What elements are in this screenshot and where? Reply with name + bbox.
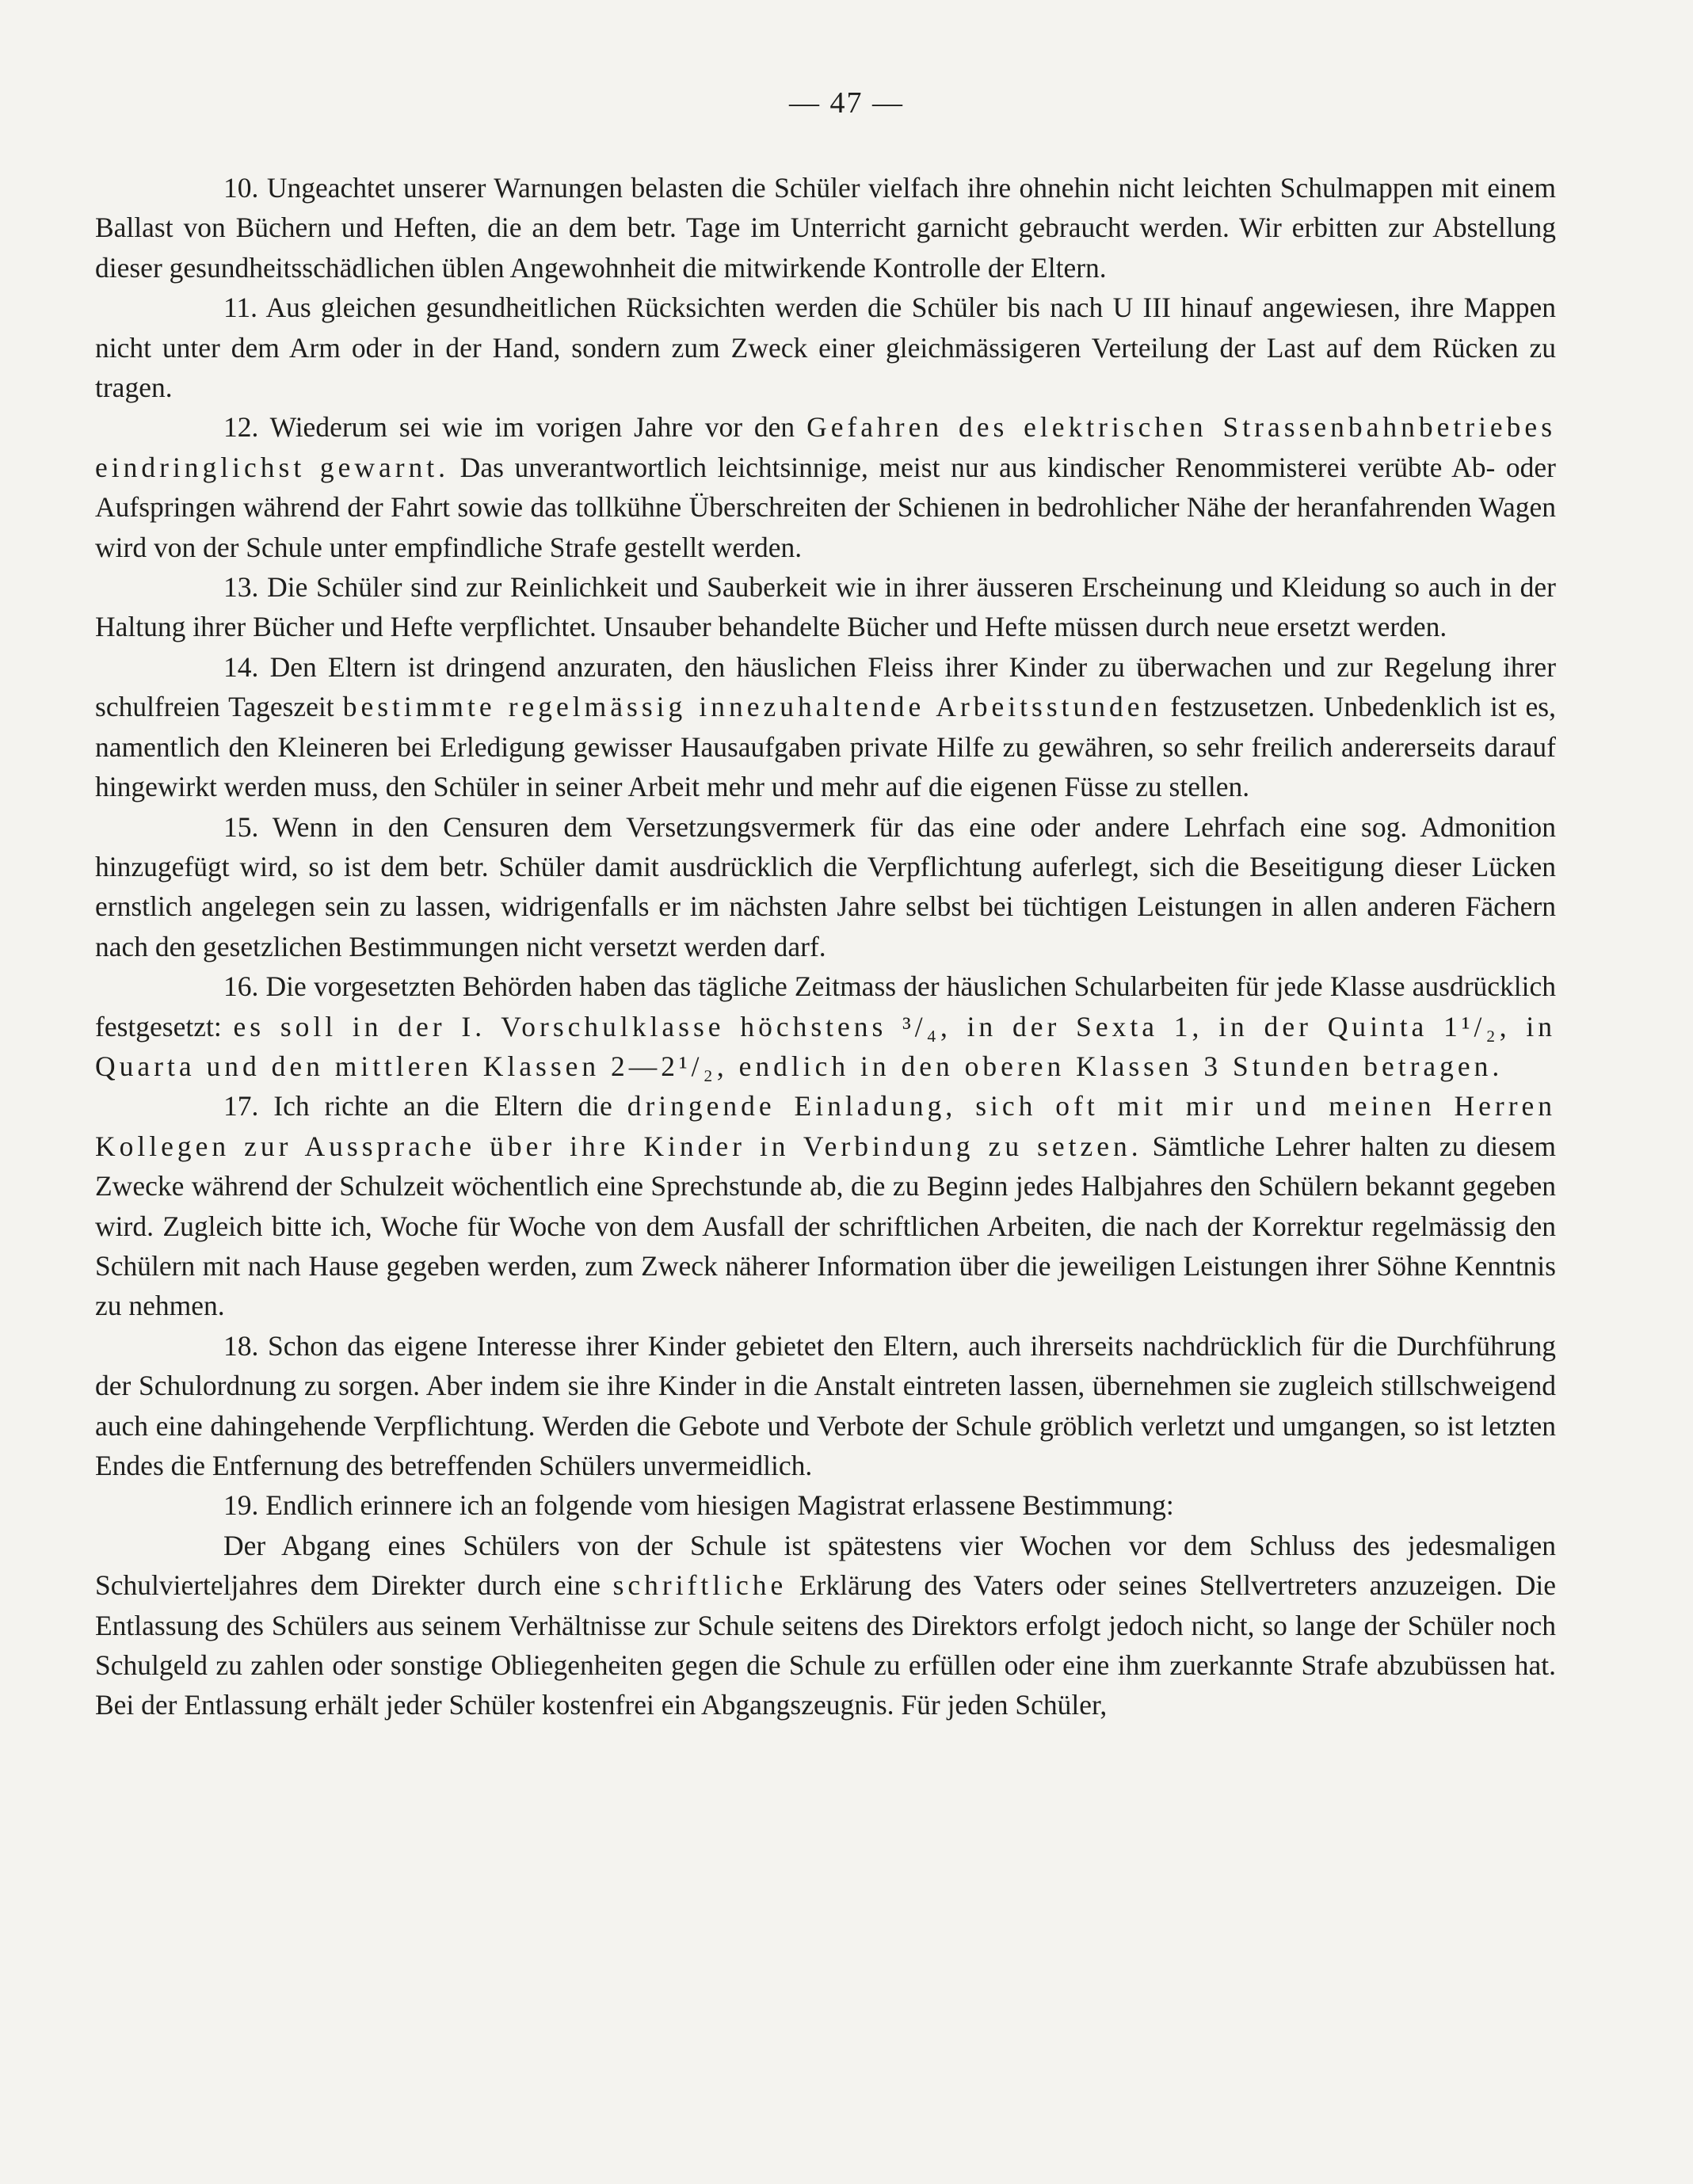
paragraph-number: 18. bbox=[223, 1329, 259, 1362]
emphasized-text: Gefahren des elektrischen Strassenbahnbetriebes eindringlichst gewarnt. bbox=[95, 411, 1557, 483]
paragraph-11 bbox=[95, 288, 1556, 407]
paragraph-text: Die vorgesetzten Behörden haben das tägliche Zeitmass der häuslichen Schularbeiten für jede Klasse ausdrücklich festgesetzt: bbox=[95, 970, 1556, 1042]
paragraph-number: 19. bbox=[223, 1489, 259, 1522]
paragraph-text: Ich richte an die Eltern die bbox=[273, 1090, 627, 1122]
paragraph-text: festzusetzen. Unbedenklich ist es, namentlich den Kleineren bei Erledigung gewisser Hausaufgaben private Hilfe zu gewähren, so sehr freilich andererseits darauf hingewirkt werden muss, den Schüler in seiner Arbeit mehr und mehr auf die eigenen Füsse zu stellen. bbox=[95, 691, 1557, 803]
paragraph-text: Wenn in den Censuren dem Versetzungsvermerk für das eine oder andere Lehrfach eine sog. Admonition hinzugefügt wird, so ist dem betr. Schüler damit ausdrücklich die Verpflichtung auferlegt, sich die Beseitigung dieser Lücken ernstlich angelegen sein zu lassen, widrigenfalls er im nächsten Jahre selbst bei tüchtigen Leistungen in allen anderen Fächern nach den gesetzlichen Bestimmungen nicht versetzt werden darf. bbox=[95, 810, 1556, 962]
paragraph-16 bbox=[95, 966, 1556, 1086]
paragraph-18 bbox=[95, 1326, 1556, 1486]
paragraph-regulation bbox=[95, 1526, 1556, 1725]
paragraph-12 bbox=[95, 407, 1556, 567]
body-text bbox=[95, 168, 1556, 1725]
paragraph-number: 14. bbox=[223, 650, 259, 683]
paragraph-19 bbox=[95, 1485, 1556, 1525]
paragraph-number: 11. bbox=[223, 292, 258, 324]
emphasized-text: schriftliche bbox=[612, 1569, 787, 1602]
paragraph-text: Erklärung des Vaters oder seines Stellvertreters anzuzeigen. Die Entlassung des Schülers aus seinem Verhältnisse zur Schule seitens des Direktors erfolgt jedoch nicht, so lange der Schüler noch Schulgeld zu zahlen oder sonstige Obliegenheiten gegen die Schule zu erfüllen oder eine ihm zuerkannte Strafe abzubüssen hat. Bei der Entlassung erhält jeder Schüler kostenfrei ein Abgangszeugnis. Für jeden Schüler, bbox=[95, 1569, 1556, 1721]
paragraph-text: Ungeachtet unserer Warnungen belasten die Schüler vielfach ihre ohnehin nicht leichten Schulmappen mit einem Ballast von Büchern und Heften, die an dem betr. Tage im Unterricht garnicht gebraucht werden. Wir erbitten zur Abstellung dieser gesundheitsschädlichen üblen Angewohnheit die mitwirkende Kontrolle der Eltern. bbox=[95, 172, 1556, 284]
paragraph-text: Das unverantwortlich leichtsinnige, meist nur aus kindischer Renommisterei verübte Ab- oder Aufspringen während der Fahrt sowie das tollkühne Überschreiten der Schienen in bedrohlicher Nähe der heranfahrenden Wagen wird von der Schule unter empfindliche Strafe gestellt werden. bbox=[95, 451, 1557, 563]
paragraph-text: Schon das eigene Interesse ihrer Kinder gebietet den Eltern, auch ihrerseits nachdrücklich für die Durchführung der Schulordnung zu sorgen. Aber indem sie ihre Kinder in die Anstalt eintreten lassen, übernehmen sie zugleich stillschweigend auch eine dahingehende Verpflichtung. Werden die Gebote und Verbote der Schule gröblich verletzt und umgangen, so ist letzten Endes die Entfernung des betreffenden Schülers unvermeidlich. bbox=[95, 1329, 1556, 1481]
paragraph-15 bbox=[95, 807, 1556, 967]
paragraph-14 bbox=[95, 647, 1556, 807]
paragraph-text: Sämtliche Lehrer halten zu diesem Zwecke während der Schulzeit wöchentlich eine Sprechstunde ab, die zu Beginn jedes Halbjahres den Schülern bekannt gegeben wird. Zugleich bitte ich, Woche für Woche von dem Ausfall der schriftlichen Arbeiten, die nach der Korrektur regelmässig den Schülern mit nach Hause gegeben werden, zum Zweck näherer Information über die jeweiligen Leistungen ihrer Söhne Kenntnis zu nehmen. bbox=[95, 1130, 1556, 1322]
paragraph-10 bbox=[95, 168, 1556, 288]
paragraph-text: Der Abgang eines Schülers von der Schule ist spätestens vier Wochen vor dem Schluss des jedesmaligen Schulvierteljahres dem Direkter durch eine bbox=[95, 1529, 1556, 1602]
paragraph-text: Endlich erinnere ich an folgende vom hiesigen Magistrat erlassene Bestimmung: bbox=[265, 1489, 1174, 1522]
paragraph-17 bbox=[95, 1086, 1556, 1325]
paragraph-text: Wiederum sei wie im vorigen Jahre vor den bbox=[269, 411, 807, 444]
paragraph-text: Aus gleichen gesundheitlichen Rücksichten werden die Schüler bis nach U III hinauf angewiesen, ihre Mappen nicht unter dem Arm oder in der Hand, sondern zum Zweck einer gleichmässigeren Verteilung der Last auf dem Rücken zu tragen. bbox=[95, 292, 1556, 404]
paragraph-text: Die Schüler sind zur Reinlichkeit und Sauberkeit wie in ihrer äusseren Erscheinung und Kleidung so auch in der Haltung ihrer Bücher und Hefte verpflichtet. Unsauber behandelte Bücher und Hefte müssen durch neue ersetzt werden. bbox=[95, 571, 1557, 643]
page-number: — 47 — bbox=[789, 86, 904, 120]
emphasized-text: es soll in der I. Vorschulklasse höchstens ³/₄, in der Sexta 1, in der Quinta 1¹/₂, in Quarta und den mittleren Klassen 2—2¹/₂, endlich in den oberen Klassen 3 Stunden betragen. bbox=[95, 1010, 1556, 1082]
emphasized-text: bestimmte regelmässig innezuhaltende Arbeitsstunden bbox=[342, 691, 1162, 723]
paragraph-text: Den Eltern ist dringend anzuraten, den häuslichen Fleiss ihrer Kinder zu überwachen und zur Regelung ihrer schulfreien Tageszeit bbox=[95, 650, 1557, 723]
emphasized-text: dringende Einladung, sich oft mit mir und meinen Herren Kollegen zur Aussprache über ihre Kinder in Verbindung zu setzen. bbox=[95, 1090, 1557, 1162]
paragraph-number: 17. bbox=[223, 1090, 259, 1122]
paragraph-number: 12. bbox=[223, 411, 259, 444]
paragraph-number: 16. bbox=[223, 970, 259, 1003]
paragraph-number: 13. bbox=[223, 571, 259, 604]
paragraph-number: 10. bbox=[223, 172, 259, 204]
paragraph-number: 15. bbox=[223, 810, 259, 843]
paragraph-13 bbox=[95, 567, 1556, 647]
